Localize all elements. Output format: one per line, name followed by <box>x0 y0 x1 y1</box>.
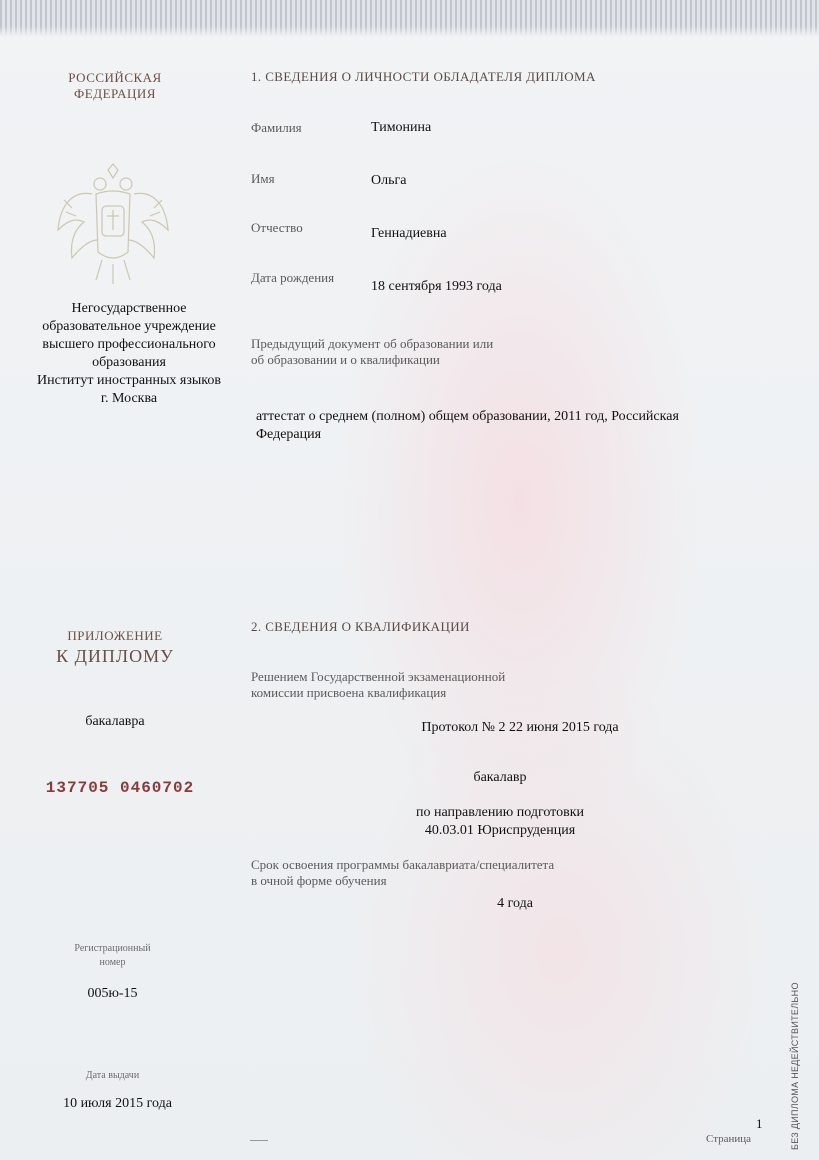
direction-value <box>330 804 670 840</box>
appendix-line-2: К ДИПЛОМУ <box>56 646 174 666</box>
section-1-title: 1. СВЕДЕНИЯ О ЛИЧНОСТИ ОБЛАДАТЕЛЯ ДИПЛОМА <box>251 69 596 84</box>
appendix-line-1: ПРИЛОЖЕНИЕ <box>67 628 163 643</box>
org-line: Негосударственное <box>71 301 187 316</box>
direction-line-2: 40.03.01 Юриспруденция <box>424 823 576 838</box>
prev-doc-label-line-1: Предыдущий документ об образовании или <box>251 336 494 351</box>
country-name <box>40 70 190 102</box>
serial-number: 137705 0460702 <box>45 779 195 797</box>
org-line: образования <box>92 355 166 370</box>
surname-label: Фамилия <box>251 120 302 135</box>
country-line-2: ФЕДЕРАЦИЯ <box>74 86 156 101</box>
prev-doc-value <box>256 408 756 444</box>
emblem-icon <box>52 160 174 290</box>
issue-date: 10 июля 2015 года <box>63 1096 172 1111</box>
patronymic-label: Отчество <box>251 220 303 235</box>
section-2-title: 2. СВЕДЕНИЯ О КВАЛИФИКАЦИИ <box>251 619 470 634</box>
name-label: Имя <box>251 171 275 186</box>
organization-name <box>18 300 240 408</box>
surname-value: Тимонина <box>371 120 432 135</box>
degree-level: бакалавра <box>85 714 145 729</box>
bottom-divider <box>250 1140 268 1141</box>
org-line: Институт иностранных языков <box>37 373 221 388</box>
issue-date-label: Дата выдачи <box>85 1070 140 1081</box>
org-line: образовательное учреждение <box>42 319 216 334</box>
name-value: Ольга <box>371 173 407 188</box>
registration-label-line-2: номер <box>99 957 126 968</box>
decision-line-2: комиссии присвоена квалификация <box>251 685 447 700</box>
top-guilloche-border <box>0 0 819 36</box>
decision-label <box>251 669 505 701</box>
term-value: 4 года <box>497 896 533 911</box>
prev-doc-label-line-2: об образовании и о квалификации <box>251 352 440 367</box>
patronymic-value: Геннадиевна <box>371 226 447 241</box>
registration-number: 005ю-15 <box>87 986 138 1001</box>
page-number: 1 <box>756 1116 763 1131</box>
org-line: г. Москва <box>100 391 158 406</box>
term-label <box>251 857 554 889</box>
protocol-value: Протокол № 2 22 июня 2015 года <box>421 720 619 735</box>
invalid-without-diploma-note: БЕЗ ДИПЛОМА НЕДЕЙСТВИТЕЛЬНО <box>790 982 800 1150</box>
term-label-line-2: в очной форме обучения <box>251 873 387 888</box>
registration-label-line-1: Регистрационный <box>74 943 151 954</box>
prev-doc-label <box>251 336 493 368</box>
prev-doc-line-1: аттестат о среднем (полном) общем образовании, 2011 год, Российская <box>256 409 679 424</box>
dob-value: 18 сентября 1993 года <box>371 279 502 294</box>
registration-label <box>50 942 175 970</box>
direction-line-1: по направлению подготовки <box>415 805 585 820</box>
org-line: высшего профессионального <box>42 337 216 352</box>
appendix-heading <box>30 628 200 668</box>
page-label: Страница <box>706 1133 752 1145</box>
decision-line-1: Решением Государственной экзаменационной <box>251 669 506 684</box>
term-label-line-1: Срок освоения программы бакалавриата/специалитета <box>251 857 555 872</box>
prev-doc-line-2: Федерация <box>256 427 322 442</box>
qualification-value: бакалавр <box>473 770 527 785</box>
dob-label: Дата рождения <box>251 270 335 285</box>
country-line-1: РОССИЙСКАЯ <box>68 70 162 85</box>
